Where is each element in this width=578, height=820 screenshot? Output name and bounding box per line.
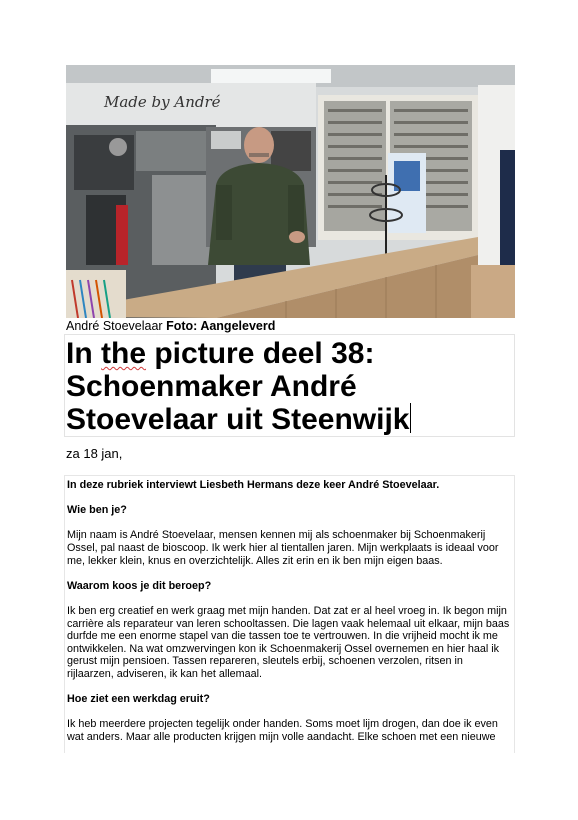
title-word-in: In	[66, 337, 93, 370]
question-1: Wie ben je?	[67, 504, 127, 517]
title-line-3-text: Stoevelaar uit Steenwijk	[66, 403, 410, 436]
question-3: Hoe ziet een werkdag eruit?	[67, 693, 210, 706]
caption-credit: Foto: Aangeleverd	[166, 319, 276, 333]
shop-sign-text: Made by André	[104, 93, 221, 111]
page-title[interactable]	[66, 337, 515, 436]
article-body-textbox[interactable]	[64, 475, 515, 753]
caption-name: André Stoevelaar	[66, 319, 163, 333]
photo-caption	[66, 318, 515, 334]
text-cursor	[410, 403, 411, 433]
article-lead: In deze rubriek interviewt Liesbeth Hermans deze keer André Stoevelaar.	[67, 479, 440, 491]
answer-2: Ik ben erg creatief en werk graag met mijn handen. Dat zat er al heel vroeg in. Ik begon mijn carrière als reparateur van leren schooltassen. Die lagen vaak helemaal uit elkaar, mijn baas durfde me een enorme stapel van die tassen toe te vertrouwen. In die vrijheid mocht ik me ontwikkelen. Na wat omzwervingen kon ik Schoenmakerij Ossel overnemen en hier haal ik gerust mijn pensioen. Tassen repareren, sleutels erbij, schoenen verzolen, ritsen in rijlaarzen, adviseren, ik kan het allemaal.	[67, 604, 510, 680]
title-line-3	[66, 403, 515, 436]
title-line-1-rest: picture deel 38:	[154, 337, 375, 370]
article-photo	[66, 65, 515, 318]
shop-photo-drawing	[66, 65, 515, 318]
title-line-2: Schoenmaker André	[66, 370, 357, 403]
answer-3: Ik heb meerdere projecten tegelijk onder handen. Soms moet lijm drogen, dan doe ik even wat anders. Maar alle producten krijgen mijn volle aandacht. Elke schoen met een nieuwe	[67, 718, 498, 743]
title-textbox[interactable]	[64, 334, 515, 437]
question-2: Waarom koos je dit beroep?	[67, 579, 212, 592]
article-date: za 18 jan,	[66, 446, 123, 461]
title-misspelled-word[interactable]: the	[101, 337, 147, 370]
title-line-1	[66, 337, 515, 370]
answer-1: Mijn naam is André Stoevelaar, mensen kennen mij als schoenmaker bij Schoenmakerij Ossel, pal naast de bioscoop. Ik werk hier al tientallen jaren. Mijn werkplaats is ideaal voor me, lekker klein, knus en overzichtelijk. Alles zit erin en ik ben mijn eigen baas.	[67, 529, 499, 567]
